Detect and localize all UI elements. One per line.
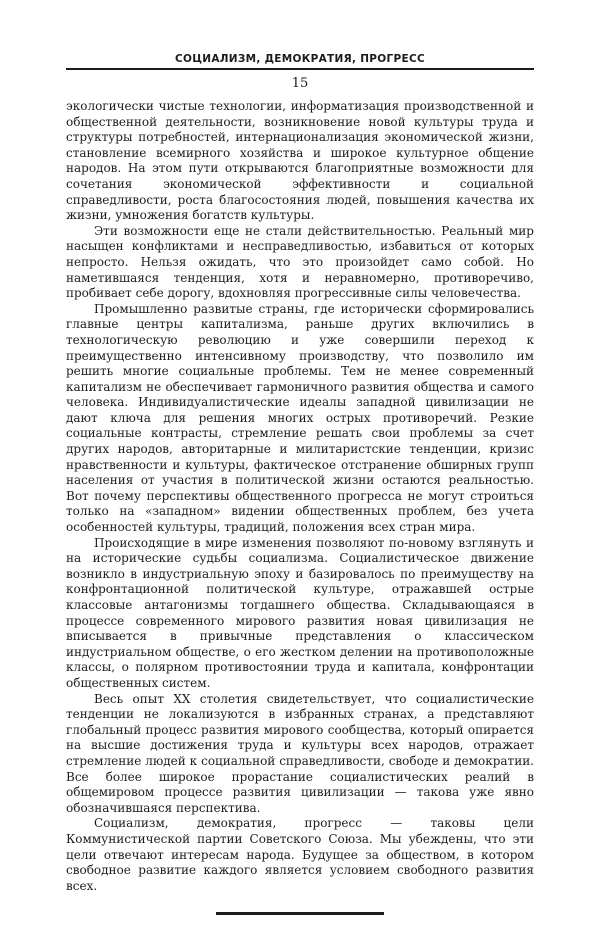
header-rule — [66, 68, 534, 70]
article-body — [66, 99, 534, 894]
document-page — [66, 52, 534, 915]
paragraph: Социализм, демократия, прогресс — таковы цели Коммунистической партии Советского Союза. Мы убеждены, что эти цели отвечают интересам народа. Будущее за обществом, в котором свободное развитие каждого является условием свободного развития всех. — [66, 816, 534, 893]
paragraph: Эти возможности еще не стали действительностью. Реальный мир насыщен конфликтами и несправедливостью, избавиться от которых непросто. Нельзя ожидать, что это произойдет само собой. Но наметившаяся тенденция, хотя и неравномерно, противоречиво, пробивает себе дорогу, вдохновляя прогрессивные силы человечества. — [66, 223, 534, 301]
page-number: 15 — [291, 76, 309, 91]
end-rule — [216, 912, 384, 915]
running-head: СОЦИАЛИЗМ, ДЕМОКРАТИЯ, ПРОГРЕСС — [174, 53, 425, 65]
paragraph: Весь опыт XX столетия свидетельствует, что социалистические тенденции не локализуются в избранных странах, а представляют глобальный процесс развития мирового сообщества, который опирается на высшие достижения труда и культуры всех народов, отражает стремление людей к социальной справедливости, свободе и демократии. Все более широкое прорастание социалистических реалий в общемировом процессе развития цивилизации — такова уже явно обозначившаяся перспектива. — [66, 691, 534, 815]
paragraph: Происходящие в мире изменения позволяют по-новому взглянуть и на исторические судьбы социализма. Социалистическое движение возникло в индустриальную эпоху и базировалось по преимуществу на конфронтационной политической культуре, отражавшей острые классовые антагонизмы тогдашнего общества. Складывающаяся в процессе современного мирового развития новая цивилизация не вписывается в привычные представления о классическом индустриальном обществе, о его жестком делении на противоположные классы, о полярном противостоянии труда и капитала, конфронтации общественных систем. — [66, 535, 534, 690]
paragraph: Промышленно развитые страны, где исторически сформировались главные центры капитализма, раньше других включились в технологическую революцию и уже совершили переход к преимущественно интенсивному производству, что позволило им решить многие социальные проблемы. Тем не менее современный капитализм не обеспечивает гармоничного развития общества и самого человека. Индивидуалистические идеалы западной цивилизации не дают ключа для решения многих острых противоречий. Резкие социальные контрасты, стремление решать свои проблемы за счет других народов, авторитарные и милитаристские тенденции, кризис нравственности и культуры, фактическое отстранение обширных групп населения от участия в политической жизни остаются реальностью. Вот почему перспективы общественного прогресса не могут строиться только на «западном» видении общественных проблем, без учета особенностей культуры, традиций, положения всех стран мира. — [66, 301, 534, 535]
paragraph-continued: экологически чистые технологии, информатизация производственной и общественной деятельности, возникновение новой культуры труда и структуры потребностей, интернационализация экономической жизни, становление всемирного хозяйства и широкое культурное общение народов. На этом пути открываются благоприятные возможности для сочетания экономической эффективности и социальной справедливости, роста благосостояния людей, повышения качества их жизни, умножения богатств культуры. — [66, 99, 534, 223]
